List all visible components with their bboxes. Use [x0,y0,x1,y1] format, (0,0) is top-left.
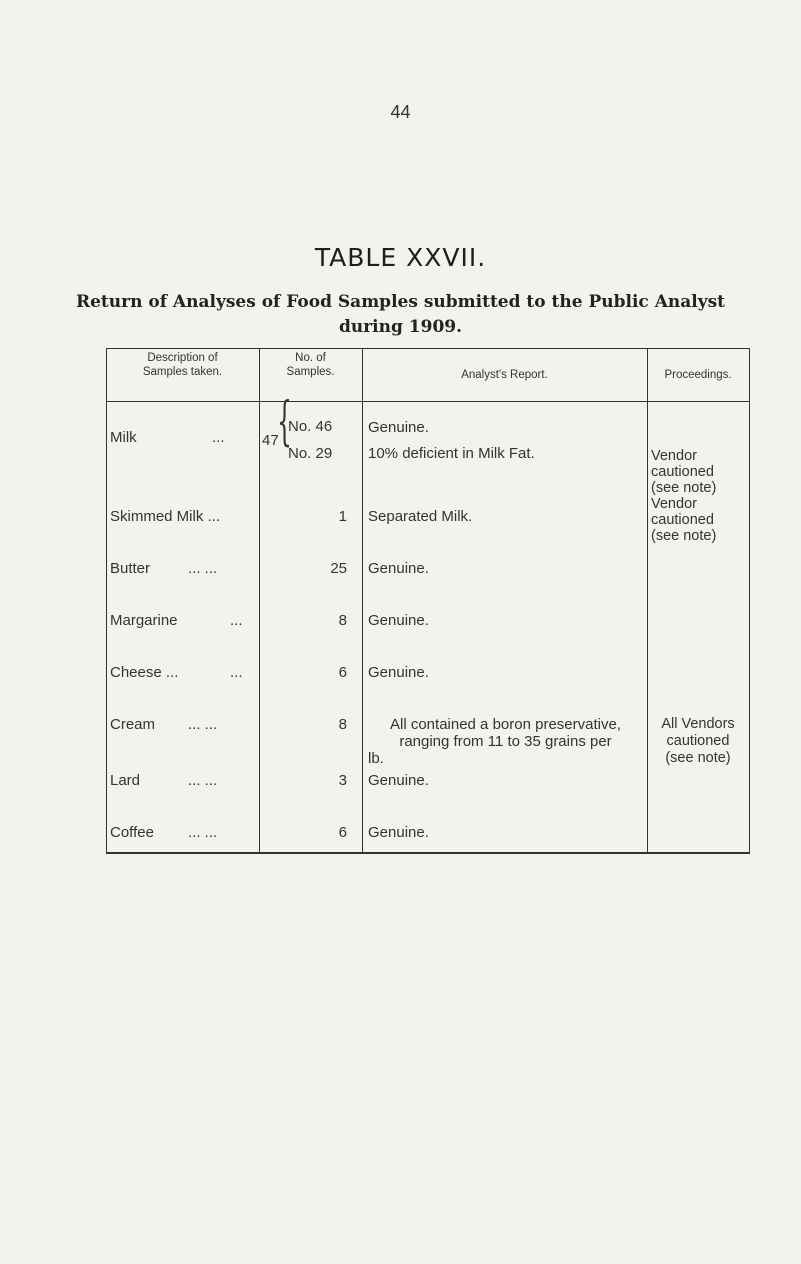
subtitle-line-2: during 1909. [338,317,463,337]
row-milk-sub-1-label: No. 46 [288,418,333,435]
proceedings-block-1: Vendor cautioned (see note) Vendor cautioned (see note) [651,448,717,544]
milk-brace: { [277,392,292,452]
row-lard-dots: ... ... [188,772,218,789]
row-milk-sub-1-report: Genuine. [368,419,429,436]
row-cream-report-line-1: All contained a boron preservative, [390,716,621,733]
row-cheese-report: Genuine. [368,664,429,681]
row-butter-number: 25 [330,560,347,577]
row-cheese-description: Cheese ... [110,664,179,681]
row-margarine-dots: ... [230,612,243,629]
table-left-border [106,348,107,854]
page-number: 44 [390,102,411,122]
row-lard-description: Lard [110,772,141,789]
row-lard-number: 3 [338,772,347,789]
row-milk-sub-2-label: No. 29 [288,445,333,462]
table-title: TABLE XXVII. [314,243,487,272]
row-butter-description: Butter [110,560,151,577]
column-divider-1 [259,348,260,854]
row-milk-dots: ... [212,429,225,446]
row-lard-report: Genuine. [368,772,429,789]
table-top-border [106,348,749,349]
row-coffee-number: 6 [338,824,347,841]
row-butter-dots: ... ... [188,560,218,577]
column-divider-3 [647,348,648,854]
row-cream-description: Cream [110,716,156,733]
table-bottom-border [106,852,749,854]
header-bottom-border [106,401,749,402]
header-proceedings: Proceedings. [664,369,732,381]
row-margarine-description: Margarine [110,612,178,629]
row-milk-total: 47 [262,432,279,449]
column-divider-2 [362,348,363,854]
row-cheese-dots: ... [230,664,243,681]
row-cream-dots: ... ... [188,716,218,733]
header-number: No. of Samples. [286,352,335,378]
row-milk-sub-2-report: 10% deficient in Milk Fat. [368,445,535,462]
row-skimmed-milk-report: Separated Milk. [368,508,473,525]
analyses-table [106,348,749,853]
row-coffee-report: Genuine. [368,824,429,841]
subtitle-line-1: Return of Analyses of Food Samples submitted to the Public Analyst [75,292,726,312]
row-coffee-dots: ... ... [188,824,218,841]
row-skimmed-milk-description: Skimmed Milk ... [110,508,221,525]
row-skimmed-milk-number: 1 [338,508,347,525]
table-subtitle [0,290,801,340]
header-report: Analyst's Report. [461,369,548,381]
row-milk-description: Milk [110,429,137,446]
row-margarine-number: 8 [338,612,347,629]
row-cream-report-line-3: lb. [368,750,384,767]
header-description: Description of Samples taken. [142,352,223,378]
proceedings-block-2: All Vendors cautioned (see note) [661,716,735,766]
table-right-border [749,348,750,854]
row-cheese-number: 6 [338,664,347,681]
row-margarine-report: Genuine. [368,612,429,629]
row-cream-report [368,716,643,767]
row-coffee-description: Coffee [110,824,154,841]
row-butter-report: Genuine. [368,560,429,577]
row-cream-report-line-2: ranging from 11 to 35 grains per [399,733,612,750]
row-cream-number: 8 [338,716,347,733]
